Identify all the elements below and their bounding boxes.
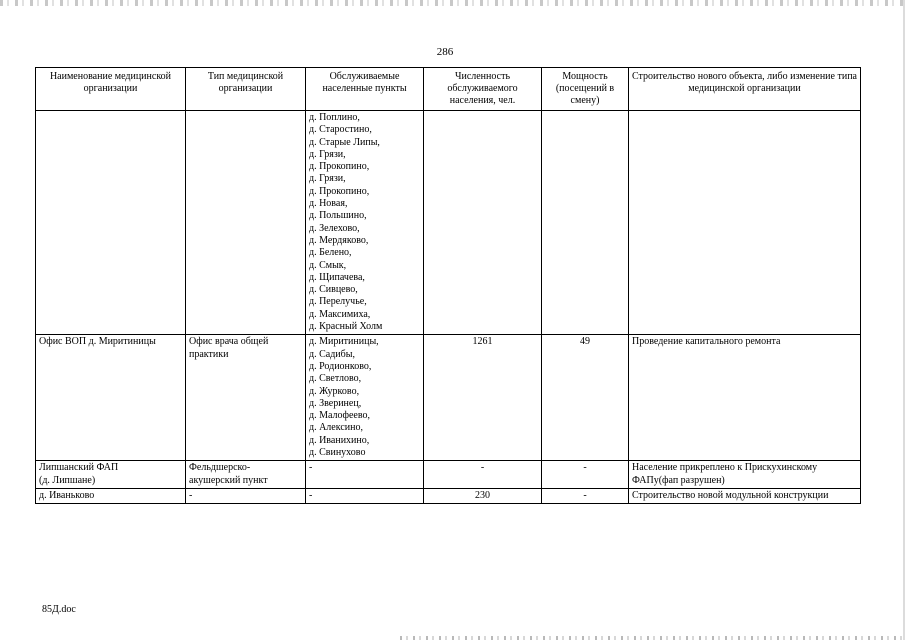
page-number: 286	[436, 46, 454, 58]
settlement-line: д. Польшино,	[309, 210, 367, 222]
capacity-cell	[542, 111, 629, 335]
scan-edge-bottom	[400, 636, 905, 640]
org-name-cell	[36, 461, 186, 489]
settlement-line: д. Прокопино,	[309, 185, 370, 197]
header-population: Численность обслуживаемого населения, чел.	[424, 68, 542, 111]
settlement-line: д. Журково,	[309, 385, 360, 397]
settlement-line: д. Миритиницы,	[309, 336, 379, 348]
settlement-line: д. Малофеево,	[309, 410, 371, 422]
org-name-line: д. Иваньково	[39, 489, 95, 501]
header-settlements: Обслуживаемые населенные пункты	[306, 68, 424, 111]
settlement-line: д. Старостино,	[309, 124, 372, 136]
settlement-line: д. Смык,	[309, 259, 347, 271]
org-type-line: -	[189, 489, 193, 501]
org-type-line: Фельдшерско-	[189, 462, 251, 474]
org-type-line: практики	[189, 348, 229, 360]
construction-line: ФАПу(фап разрушен)	[632, 474, 725, 486]
settlement-line: д. Прокопино,	[309, 161, 370, 173]
org-type-cell	[186, 461, 306, 489]
header-construction: Строительство нового объекта, либо изменение типа медицинской организации	[629, 68, 861, 111]
settlement-line: д. Мердяково,	[309, 234, 369, 246]
settlement-line: д. Иванихино,	[309, 434, 370, 446]
footer-filename: 85Д.doc	[42, 604, 76, 615]
org-type-cell	[186, 335, 306, 461]
settlement-line: д. Поплино,	[309, 112, 360, 123]
population-cell: -	[424, 461, 542, 489]
settlement-line: -	[309, 489, 313, 501]
settlement-line: д. Алексино,	[309, 422, 363, 434]
population-cell: 1261	[424, 335, 542, 461]
header-org-type: Тип медицинской организации	[186, 68, 306, 111]
settlement-line: д. Свинухово	[309, 447, 366, 459]
table-header-row	[36, 68, 861, 111]
table-row	[36, 335, 861, 461]
construction-line: Население прикреплено к Прискухинскому	[632, 462, 818, 474]
capacity-cell: 49	[542, 335, 629, 461]
settlements-cell	[306, 488, 424, 503]
capacity-cell: -	[542, 461, 629, 489]
settlement-line: д. Зелехово,	[309, 222, 360, 234]
settlement-line: д. Красный Холм	[309, 321, 383, 333]
medical-organizations-table	[35, 67, 861, 504]
org-name-cell	[36, 111, 186, 335]
settlement-line: д. Максимиха,	[309, 308, 371, 320]
settlement-line: д. Белено,	[309, 247, 352, 259]
settlement-line: д. Грязи,	[309, 148, 346, 160]
org-type-cell	[186, 111, 306, 335]
settlement-line: д. Старые Липы,	[309, 136, 380, 148]
org-type-cell	[186, 488, 306, 503]
settlement-line: д. Грязи,	[309, 173, 346, 185]
settlement-line: -	[309, 462, 313, 474]
settlement-line: д. Щипачева,	[309, 271, 365, 283]
org-name-cell	[36, 335, 186, 461]
table-row	[36, 111, 861, 335]
org-name-cell	[36, 488, 186, 503]
construction-line: Строительство новой модульной конструкции	[632, 489, 829, 501]
construction-cell	[629, 111, 861, 335]
settlements-cell	[306, 111, 424, 335]
org-name-line: Офис ВОП д. Миритиницы	[39, 336, 156, 348]
settlement-line: д. Новая,	[309, 198, 348, 210]
settlements-cell	[306, 335, 424, 461]
org-type-line: Офис врача общей	[189, 336, 269, 348]
header-org-name: Наименование медицинской организации	[36, 68, 186, 111]
population-cell	[424, 111, 542, 335]
org-name-line: (д. Липшане)	[39, 474, 96, 486]
header-capacity: Мощность (посещений в смену)	[542, 68, 629, 111]
settlement-line: д. Родионково,	[309, 360, 372, 372]
construction-cell	[629, 488, 861, 503]
table-row	[36, 488, 861, 503]
construction-line: Проведение капитального ремонта	[632, 336, 781, 348]
settlement-line: д. Садибы,	[309, 348, 355, 360]
construction-cell	[629, 461, 861, 489]
table-row	[36, 461, 861, 489]
population-cell: 230	[424, 488, 542, 503]
settlement-line: д. Светлово,	[309, 373, 362, 385]
table-body	[36, 111, 861, 504]
settlement-line: д. Перелучье,	[309, 296, 367, 308]
org-type-line: акушерский пункт	[189, 474, 268, 486]
settlement-line: д. Сивцево,	[309, 284, 358, 296]
settlement-line: д. Зверинец,	[309, 397, 362, 409]
org-name-line: Липшанский ФАП	[39, 462, 119, 474]
scan-edge-top	[0, 0, 905, 6]
construction-cell	[629, 335, 861, 461]
capacity-cell: -	[542, 488, 629, 503]
settlements-cell	[306, 461, 424, 489]
